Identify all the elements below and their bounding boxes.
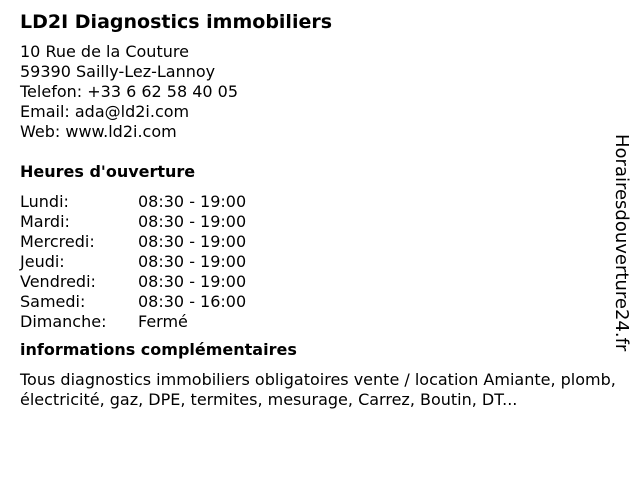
info-description: Tous diagnostics immobiliers obligatoires vente / location Amiante, plomb, électricité, gaz, DPE, termites, mesurage, Carrez, Boutin, DT... [20, 370, 616, 409]
phone-line: Telefon: +33 6 62 58 40 05 [20, 82, 239, 101]
hours-time: 08:30 - 19:00 [138, 252, 247, 271]
hours-day: Lundi: [20, 192, 69, 211]
address-city: 59390 Sailly-Lez-Lannoy [20, 62, 216, 81]
hours-row-wednesday [20, 232, 620, 252]
hours-day: Dimanche: [20, 312, 107, 331]
hours-day: Jeudi: [20, 252, 65, 271]
hours-row-saturday [20, 292, 620, 312]
address-block [20, 42, 620, 142]
business-card [20, 10, 620, 410]
hours-day: Vendredi: [20, 272, 96, 291]
business-name: LD2I Diagnostics immobiliers [20, 11, 333, 33]
hours-table [20, 192, 620, 332]
email-line: Email: ada@ld2i.com [20, 102, 190, 121]
hours-time: 08:30 - 19:00 [138, 272, 247, 291]
address-street: 10 Rue de la Couture [20, 42, 189, 61]
hours-time: 08:30 - 19:00 [138, 192, 247, 211]
web-line: Web: www.ld2i.com [20, 122, 177, 141]
hours-row-thursday [20, 252, 620, 272]
hours-time: 08:30 - 16:00 [138, 292, 247, 311]
info-heading: informations complémentaires [20, 340, 297, 359]
hours-time: Fermé [138, 312, 188, 331]
hours-time: 08:30 - 19:00 [138, 212, 247, 231]
hours-day: Mercredi: [20, 232, 95, 251]
hours-heading: Heures d'ouverture [20, 162, 196, 181]
hours-day: Samedi: [20, 292, 86, 311]
hours-row-sunday [20, 312, 620, 332]
hours-row-friday [20, 272, 620, 292]
hours-row-monday [20, 192, 620, 212]
hours-row-tuesday [20, 212, 620, 232]
hours-day: Mardi: [20, 212, 70, 231]
brand-watermark: Horairesdouverture24.fr [611, 134, 632, 352]
hours-time: 08:30 - 19:00 [138, 232, 247, 251]
